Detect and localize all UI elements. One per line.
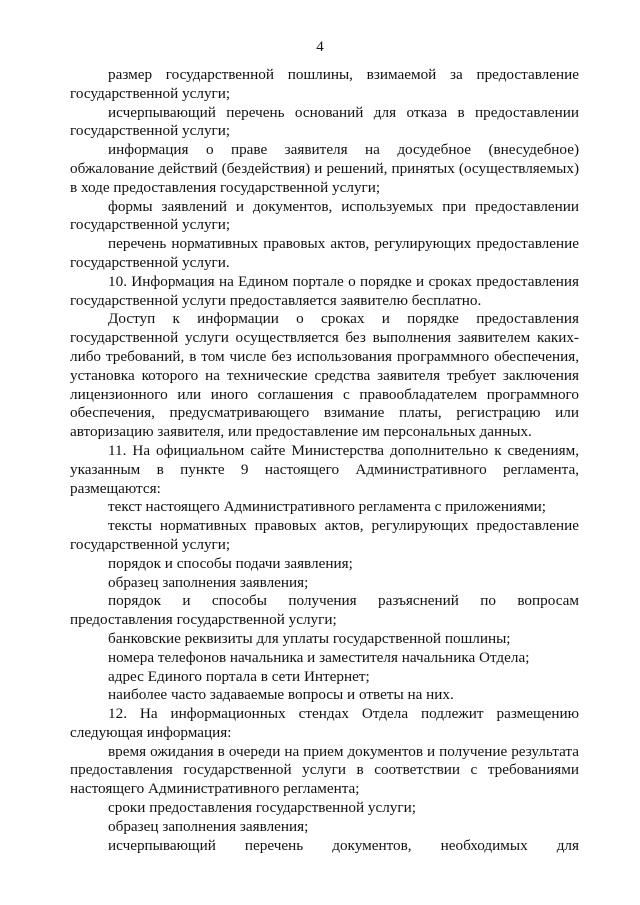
paragraph: банковские реквизиты для уплаты государственной пошлины; — [108, 629, 511, 647]
paragraph: формы заявлений и документов, используемых при предоставлении государственной услуги; — [70, 197, 579, 234]
paragraph: сроки предоставления государственной услуги; — [108, 799, 416, 817]
paragraph: порядок и способы получения разъяснений по вопросам предоставления государственной услуги; — [70, 592, 579, 629]
paragraph: наиболее часто задаваемые вопросы и ответы на них. — [108, 686, 454, 704]
paragraph: 12. На информационных стендах Отдела подлежит размещению следующая информация: — [70, 705, 579, 741]
paragraph: адрес Единого портала в сети Интернет; — [108, 667, 370, 685]
paragraph: образец заполнения заявления; — [108, 817, 309, 835]
paragraph: информация о праве заявителя на досудебное (внесудебное) обжалование действий (бездействия) и решений, принятых (осуществляемых) в ходе предоставления государственной услуги; — [70, 141, 579, 196]
paragraph: порядок и способы подачи заявления; — [108, 554, 353, 572]
page-number: 4 — [316, 39, 324, 55]
paragraph: 11. На официальном сайте Министерства дополнительно к сведениям, указанным в пункте 9 настоящего Административного регламента, размещаются: — [70, 441, 579, 497]
paragraph: Доступ к информации о сроках и порядке предоставления государственной услуги осуществляется без выполнения заявителем каких-либо требований, в том числе без использования программного обеспечения, установка которого на технические средства заявителя требует заключения лицензионного или иного соглашения с правообладателем программного обеспечения, предусматривающего взимание платы, регистрацию или авторизацию заявителя, или предоставление им персональных данных. — [70, 310, 579, 441]
paragraph: номера телефонов начальника и заместителя начальника Отдела; — [108, 648, 530, 666]
paragraph: исчерпывающий перечень документов, необходимых для — [108, 836, 579, 854]
paragraph: тексты нормативных правовых актов, регулирующих предоставление государственной услуги; — [70, 517, 579, 553]
paragraph: время ожидания в очереди на прием документов и получение результата предоставления государственной услуги в соответствии с требованиями настоящего Административного регламента; — [70, 742, 579, 798]
document-body — [70, 66, 579, 855]
paragraph: перечень нормативных правовых актов, регулирующих предоставление государственной услуги. — [70, 235, 579, 271]
paragraph: исчерпывающий перечень оснований для отказа в предоставлении государственной услуги; — [70, 103, 579, 140]
paragraph: 10. Информация на Едином портале о порядке и сроках предоставления государственной услуги предоставляется заявителю бесплатно. — [70, 272, 579, 309]
paragraph: образец заполнения заявления; — [108, 573, 309, 591]
paragraph: размер государственной пошлины, взимаемой за предоставление государственной услуги; — [70, 66, 579, 102]
paragraph: текст настоящего Административного регламента с приложениями; — [108, 498, 547, 516]
